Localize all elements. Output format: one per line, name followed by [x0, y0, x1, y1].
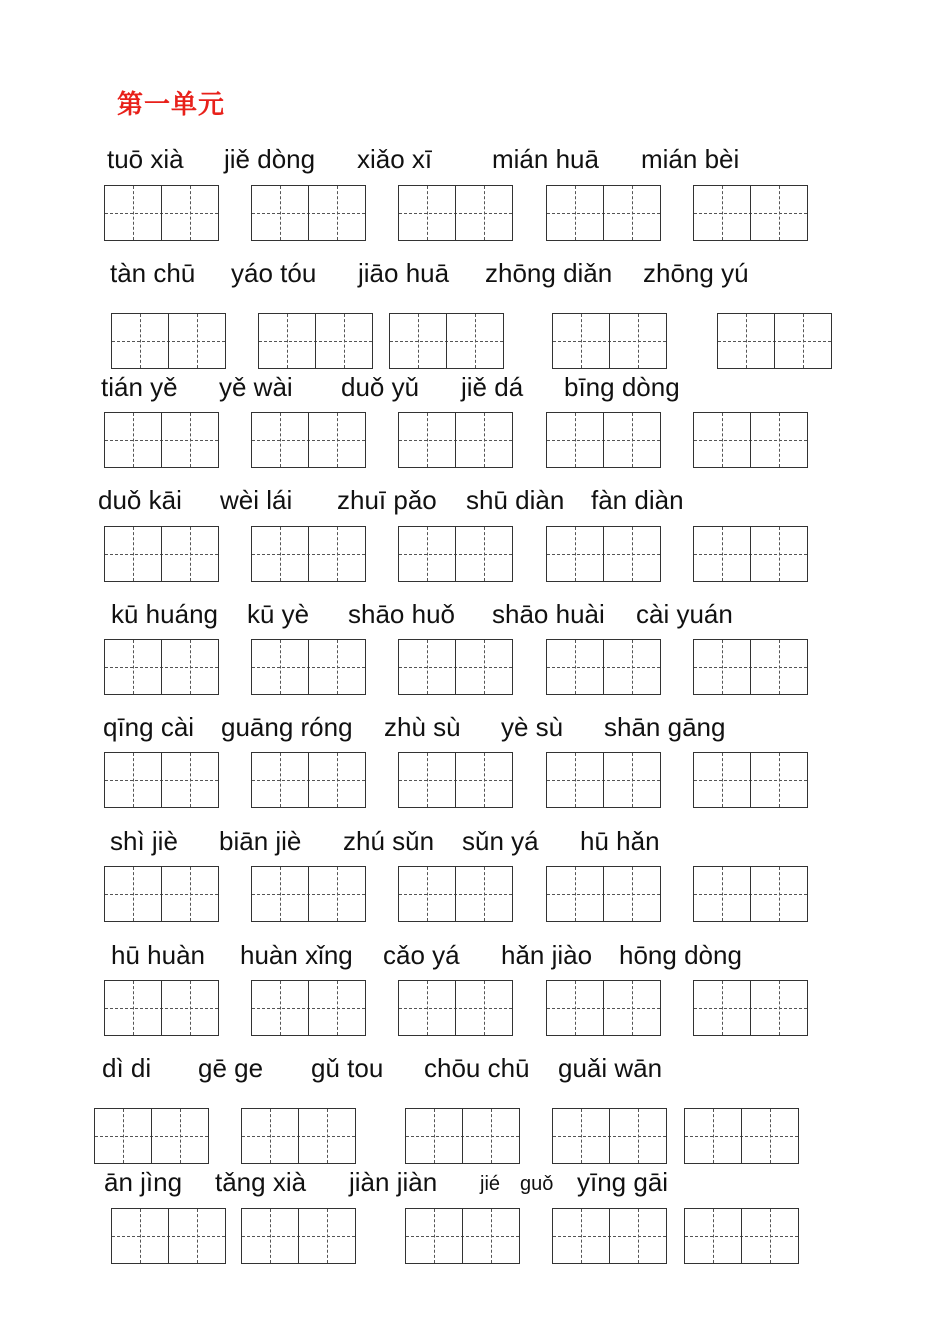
writing-grid-box[interactable]: [693, 980, 808, 1036]
pinyin-label: biān jiè: [219, 826, 302, 856]
pinyin-label: zhōng diǎn: [485, 258, 613, 288]
pinyin-label: duǒ yǔ: [341, 372, 420, 402]
pinyin-label: yě wài: [219, 372, 293, 402]
writing-grid-box[interactable]: [398, 526, 513, 582]
pinyin-label: zhuī pǎo: [337, 485, 437, 515]
writing-grid-box[interactable]: [251, 866, 366, 922]
pinyin-label: kū yè: [247, 599, 310, 629]
writing-grid-box[interactable]: [104, 866, 219, 922]
pinyin-label: yè sù: [501, 712, 564, 742]
pinyin-label: zhù sù: [384, 712, 461, 742]
writing-grid-box[interactable]: [398, 639, 513, 695]
writing-grid-box[interactable]: [693, 752, 808, 808]
pinyin-label: mián huā: [492, 144, 599, 174]
pinyin-label: jiàn jiàn: [349, 1167, 438, 1197]
unit-title: 第一单元: [117, 90, 226, 120]
writing-grid-box[interactable]: [104, 980, 219, 1036]
pinyin-label: cài yuán: [636, 599, 733, 629]
writing-grid-box[interactable]: [717, 313, 832, 369]
writing-grid-box[interactable]: [251, 526, 366, 582]
writing-grid-box[interactable]: [546, 752, 661, 808]
writing-grid-box[interactable]: [552, 1108, 667, 1164]
writing-grid-box[interactable]: [684, 1108, 799, 1164]
writing-grid-box[interactable]: [241, 1208, 356, 1264]
pinyin-label: gē ge: [198, 1053, 264, 1083]
pinyin-label: shāo huài: [492, 599, 605, 629]
pinyin-label: gǔ tou: [311, 1053, 384, 1083]
writing-grid-box[interactable]: [405, 1208, 520, 1264]
pinyin-label: hōng dòng: [619, 940, 742, 970]
writing-grid-box[interactable]: [104, 526, 219, 582]
pinyin-label: jiāo huā: [358, 258, 450, 288]
writing-grid-box[interactable]: [111, 313, 226, 369]
writing-grid-box[interactable]: [552, 1208, 667, 1264]
writing-grid-box[interactable]: [398, 412, 513, 468]
writing-grid-box[interactable]: [104, 639, 219, 695]
writing-grid-box[interactable]: [398, 185, 513, 241]
pinyin-label: dì di: [102, 1053, 152, 1083]
pinyin-label: jiě dòng: [224, 144, 316, 174]
pinyin-label: hū hǎn: [580, 826, 660, 856]
pinyin-label: kū huáng: [111, 599, 218, 629]
writing-grid-box[interactable]: [389, 313, 504, 369]
pinyin-label: tián yě: [101, 372, 178, 402]
writing-grid-box[interactable]: [251, 980, 366, 1036]
pinyin-label: qīng cài: [103, 712, 195, 742]
pinyin-label: shū diàn: [466, 485, 565, 515]
pinyin-label: zhú sǔn: [343, 826, 435, 856]
pinyin-label: huàn xǐng: [240, 940, 353, 970]
pinyin-label: yáo tóu: [231, 258, 317, 288]
writing-grid-box[interactable]: [94, 1108, 209, 1164]
pinyin-label: jiě dá: [461, 372, 524, 402]
writing-grid-box[interactable]: [251, 185, 366, 241]
pinyin-label: hǎn jiào: [501, 940, 593, 970]
pinyin-label: guāng róng: [221, 712, 353, 742]
pinyin-label: cǎo yá: [383, 940, 460, 970]
writing-grid-box[interactable]: [546, 980, 661, 1036]
writing-grid-box[interactable]: [693, 866, 808, 922]
writing-grid-box[interactable]: [251, 639, 366, 695]
writing-grid-box[interactable]: [546, 866, 661, 922]
writing-grid-box[interactable]: [405, 1108, 520, 1164]
writing-grid-box[interactable]: [546, 526, 661, 582]
pinyin-label: shì jiè: [110, 826, 178, 856]
pinyin-label: mián bèi: [641, 144, 740, 174]
writing-grid-box[interactable]: [546, 412, 661, 468]
pinyin-label: guǎi wān: [558, 1053, 663, 1083]
writing-grid-box[interactable]: [684, 1208, 799, 1264]
pinyin-label: ān jìng: [104, 1167, 183, 1197]
pinyin-label: sǔn yá: [462, 826, 539, 856]
writing-grid-box[interactable]: [398, 752, 513, 808]
pinyin-label: shāo huǒ: [348, 599, 455, 629]
pinyin-label: shān gāng: [604, 712, 726, 742]
writing-grid-box[interactable]: [104, 752, 219, 808]
writing-grid-box[interactable]: [251, 412, 366, 468]
writing-grid-box[interactable]: [104, 412, 219, 468]
pinyin-label: hū huàn: [111, 940, 205, 970]
pinyin-label: jié: [480, 1173, 501, 1195]
writing-grid-box[interactable]: [693, 412, 808, 468]
writing-grid-box[interactable]: [398, 866, 513, 922]
writing-grid-box[interactable]: [251, 752, 366, 808]
pinyin-label: tàn chū: [110, 258, 196, 288]
writing-grid-box[interactable]: [241, 1108, 356, 1164]
writing-grid-box[interactable]: [546, 639, 661, 695]
pinyin-label: bīng dòng: [564, 372, 680, 402]
pinyin-label: chōu chū: [424, 1053, 530, 1083]
pinyin-label: tǎng xià: [215, 1167, 307, 1197]
writing-grid-box[interactable]: [693, 185, 808, 241]
writing-grid-box[interactable]: [693, 526, 808, 582]
pinyin-label: zhōng yú: [643, 258, 749, 288]
pinyin-label: yīng gāi: [577, 1167, 669, 1197]
pinyin-label: duǒ kāi: [98, 485, 182, 515]
pinyin-label: wèi lái: [220, 485, 293, 515]
writing-grid-box[interactable]: [104, 185, 219, 241]
writing-grid-box[interactable]: [693, 639, 808, 695]
writing-grid-box[interactable]: [552, 313, 667, 369]
pinyin-label: fàn diàn: [591, 485, 684, 515]
writing-grid-box[interactable]: [398, 980, 513, 1036]
pinyin-label: guǒ: [520, 1173, 554, 1195]
pinyin-label: tuō xià: [107, 144, 184, 174]
pinyin-label: xiǎo xī: [357, 144, 433, 174]
writing-grid-box[interactable]: [258, 313, 373, 369]
writing-grid-box[interactable]: [111, 1208, 226, 1264]
writing-grid-box[interactable]: [546, 185, 661, 241]
